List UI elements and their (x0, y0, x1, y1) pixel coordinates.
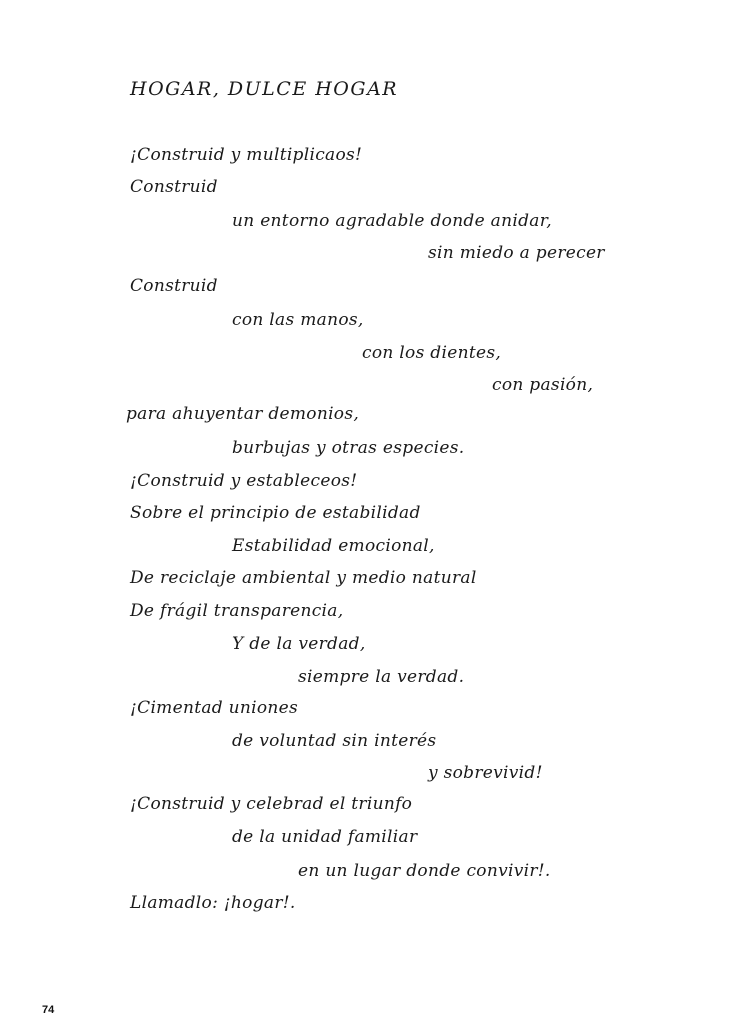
poem-line: Construid (130, 177, 218, 197)
poem-line: De reciclaje ambiental y medio natural (130, 568, 477, 588)
poem-line: ¡Cimentad uniones (130, 698, 299, 718)
poem-line: un entorno agradable donde anidar, (232, 211, 552, 231)
poem-line: Y de la verdad, (232, 634, 366, 654)
poem-line: siempre la verdad. (298, 667, 465, 687)
poem-line: De frágil transparencia, (130, 601, 344, 621)
poem-line: ¡Construid y multiplicaos! (130, 145, 363, 165)
page-number: 74 (42, 1004, 55, 1016)
poem-line: y sobrevivid! (428, 763, 543, 783)
poem-line: ¡Construid y celebrad el triunfo (130, 794, 413, 814)
poem-line: sin miedo a perecer (428, 243, 605, 263)
poem-line: Sobre el principio de estabilidad (130, 503, 421, 523)
poem-line: de la unidad familiar (232, 827, 418, 847)
poem-line: burbujas y otras especies. (232, 438, 465, 458)
poem-line: para ahuyentar demonios, (126, 404, 360, 424)
poem-title: HOGAR, DULCE HOGAR (130, 78, 399, 100)
poem-line: en un lugar donde convivir!. (298, 861, 551, 881)
poem-line: ¡Construid y estableceos! (130, 471, 358, 491)
poem-line: Construid (130, 276, 218, 296)
poem-line: Llamadlo: ¡hogar!. (130, 893, 296, 913)
poem-line: Estabilidad emocional, (232, 536, 435, 556)
poem-line: con pasión, (492, 375, 594, 395)
poem-line: de voluntad sin interés (232, 731, 437, 751)
poem-line: con los dientes, (362, 343, 502, 363)
poem-line: con las manos, (232, 310, 364, 330)
